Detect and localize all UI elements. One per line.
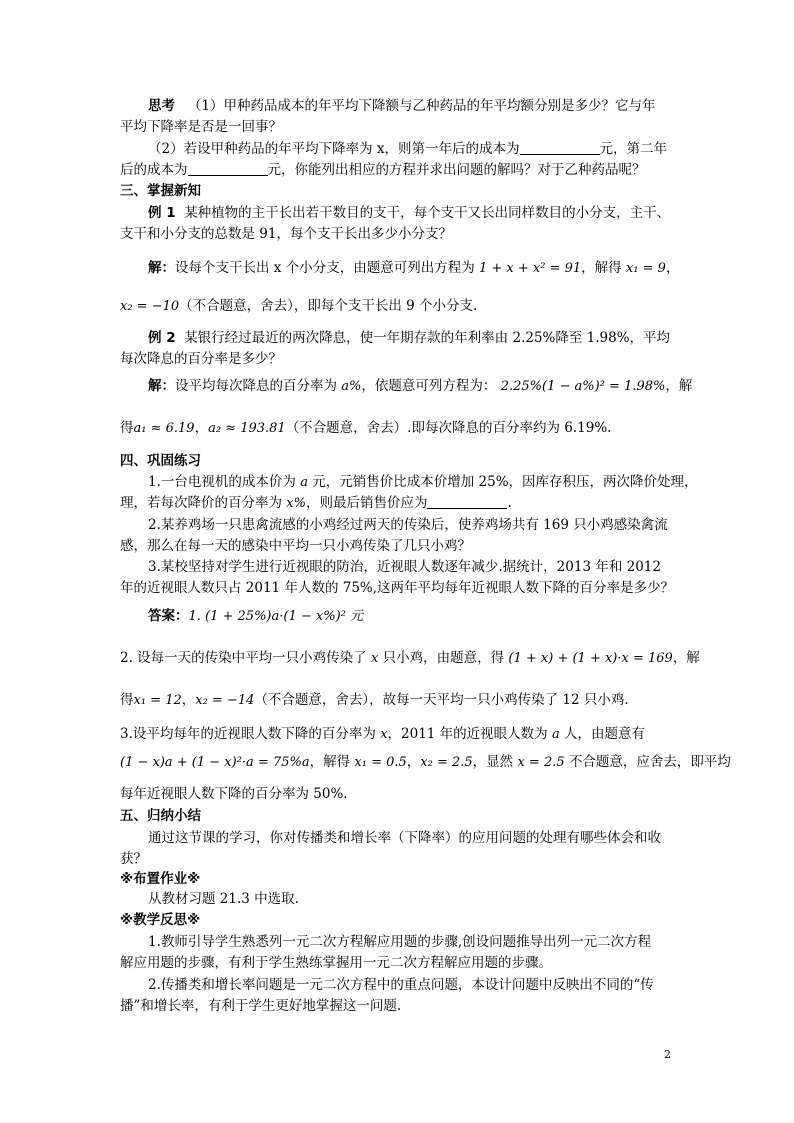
example-1-text: 某种植物的主干长出若干数目的支干，每个支干又长出同样数目的小分支，主干、 (184, 205, 671, 221)
answer-2-cont: 得x₁ = 12，x₂ = −14（不合题意，舍去），故每一天平均一只小鸡传染了 12 只小鸡. (120, 692, 629, 708)
answer-text: 2. 设每一天的传染中平均一只小鸡传染了 (120, 650, 367, 666)
solution-label: 解： (148, 260, 175, 276)
equation: (1 + x) + (1 + x)·x = 169 (508, 651, 673, 666)
exercise-3-line-1: 3.某校坚持对学生进行近视眼的防治，近视眼人数逐年减少.据统计，2013 年和 2012 (148, 559, 661, 575)
reflection-2-line-2: 播”和增长率，有利于学生更好地掌握这一问题. (120, 998, 402, 1014)
answer-text: ，显然 (472, 754, 514, 770)
root-2: x₂ = −10 (120, 299, 180, 314)
rejected-root: x = 2.5 (517, 755, 565, 770)
example-2-label: 例 2 (148, 330, 176, 346)
answer-1-text: 1. (1 + 25%)a·(1 − x%)² 元 (188, 609, 363, 624)
example-2-text: 某银行经过最近的两次降息，使一年期存款的年利率由 2.25%降至 1.98%，平均 (184, 330, 671, 346)
example-1-line-2: 支干和小分支的总数是 91，每个支干长出多少小分支？ (120, 226, 452, 242)
example-2-solution-cont: 得a₁ ≈ 6.19，a₂ ≈ 193.81（不合题意，舍去）.即每次降息的百分率约为 6.19%. (120, 420, 612, 436)
exercise-3-line-2: 年的近视眼人数只占 2011 年人数的 75%,这两年平均每年近视眼人数下降的百分率是多少？ (120, 580, 675, 596)
solution-text: 设每个支干长出 x 个小分支，由题意可列出方程为 (175, 260, 475, 276)
root-1: x₁ = 9 (625, 261, 666, 276)
solution-text: 得 (120, 420, 134, 436)
think-q2b-tail: 元，你能列出相应的方程并求出问题的解吗？对于乙种药品呢？ (267, 162, 646, 178)
variable: a% (341, 379, 362, 394)
equation: 1 + x + x² = 91 (479, 261, 582, 276)
exercise-text: 元，元销售价比成本价增加 25%，因库存积压，两次降价处理， (312, 474, 698, 490)
reflection-title: ※教学反思※ (120, 912, 201, 928)
answer-text: ，2011 年的近视眼人数为 (387, 726, 548, 742)
example-1-line-1 (148, 203, 708, 223)
solution-text: ，依题意可列方程为： (361, 378, 497, 394)
answer-blank (427, 494, 507, 509)
think-q1-text: （1）甲种药品成本的年平均下降额与乙种药品的年平均额分别是多少？它与年 (187, 98, 656, 114)
summary-line-2: 获？ (120, 851, 147, 867)
equation: (1 − x)a + (1 − x)²·a = 75%a (120, 755, 310, 770)
solution-text: ，解得 (581, 260, 622, 276)
solution-text: （不合题意，舍去），即每个支干长出 9 个小分支. (179, 298, 478, 314)
answer-text: （不合题意，舍去），故每一天平均一只小鸡传染了 12 只小鸡. (254, 692, 629, 708)
equation: 2.25%(1 − a%)² = 1.98% (500, 379, 666, 394)
answer-text: ，解得 (309, 754, 351, 770)
reflection-1-line-2: 解应用题的步骤，有利于学生熟练掌握用一元二次方程解应用题的步骤。 (120, 955, 552, 971)
solution-text: ，解 (665, 378, 693, 394)
answer-text: 人，由题意有 (564, 726, 646, 742)
solution-text: （不合题意，舍去）.即每次降息的百分率约为 6.19%. (285, 420, 612, 436)
root-1: x₁ = 0.5 (354, 755, 407, 770)
think-label: 思考 (148, 98, 175, 114)
variable: x (380, 727, 388, 742)
answer-2 (120, 648, 700, 669)
answer-text: 只小鸡，由题意，得 (382, 650, 505, 666)
variable: a (300, 475, 308, 490)
summary-line-1: 通过这节课的学习，你对传播类和增长率（下降率）的应用问题的处理有哪些体会和收 (148, 830, 661, 846)
exercise-text: . (507, 495, 512, 511)
example-1-label: 例 1 (148, 205, 176, 221)
page-number: 2 (664, 1048, 671, 1061)
exercise-2-line-1: 2.某养鸡场一只患禽流感的小鸡经过两天的传染后，使养鸡场共有 169 只小鸡感染禽流 (148, 517, 668, 533)
variable: x% (286, 496, 306, 511)
root-2: a₂ ≈ 193.81 (208, 421, 286, 436)
answer-1 (148, 606, 708, 627)
exercise-text: ，则最后销售价应为 (305, 495, 428, 511)
answer-3-final: 每年近视眼人数下降的百分率为 50%. (120, 786, 348, 802)
root-1: x₁ = 12 (133, 693, 182, 708)
reflection-1-line-1: 1.教师引导学生熟悉列一元二次方程解应用题的步骤,创设问题推导出列一元二次方程 (148, 934, 652, 950)
exercise-text: 1.一台电视机的成本价为 (148, 474, 296, 490)
answer-text: 得 (120, 692, 134, 708)
answer-blank (520, 140, 600, 155)
example-1-solution: 解：设每个支干长出 x 个小分支，由题意可列出方程为 1 + x + x² = 91，解得 x₁ = 9， (148, 260, 680, 276)
section-title-3: 三、掌握新知 (120, 183, 201, 199)
example-2-line-2: 每次降息的百分率是多少？ (120, 351, 282, 367)
homework-title: ※布置作业※ (120, 871, 201, 887)
exercise-text: 理，若每次降价的百分率为 (120, 495, 282, 511)
solution-text: 设平均每次降息的百分率为 (175, 378, 337, 394)
root-2: x₂ = 2.5 (420, 755, 473, 770)
example-1-solution-cont (120, 296, 680, 317)
think-q2b-text: 后的成本为 (120, 162, 188, 178)
think-q2-tail: 元，第二年 (599, 141, 667, 157)
answers-label: 答案： (148, 608, 189, 624)
think-q1-cont: 平均下降率是否是一回事？ (120, 119, 282, 135)
variable: x (370, 651, 379, 666)
answer-blank (188, 161, 268, 176)
root-1: a₁ ≈ 6.19 (133, 421, 195, 436)
reflection-2-line-1: 2.传播类和增长率问题是一元二次方程中的重点问题，本设计问题中反映出不同的“传 (148, 977, 654, 993)
example-2-solution (148, 376, 708, 397)
variable: a (551, 727, 560, 742)
exercise-1-line-2 (120, 493, 680, 514)
think-q2-cont (120, 160, 680, 180)
section-title-4: 四、巩固练习 (120, 453, 201, 469)
answer-3 (120, 724, 680, 745)
exercise-2-line-2: 感，那么在每一天的感染中平均一只小鸡传染了几只小鸡？ (120, 538, 471, 554)
answer-text: 3.设平均每年的近视眼人数下降的百分率为 (120, 726, 376, 742)
solution-label: 解： (148, 378, 175, 394)
think-q2-text: （2）若设甲种药品的年平均下降率为 x，则第一年后的成本为 (148, 141, 520, 157)
exercise-1-line-1 (148, 472, 708, 493)
section-title-5: 五、归纳小结 (120, 808, 201, 824)
homework-text: 从教材习题 21.3 中选取. (148, 891, 299, 907)
root-2: x₂ = −14 (195, 693, 255, 708)
think-q2 (148, 139, 708, 159)
answer-text: ，解 (672, 650, 700, 666)
example-2-line-1 (148, 328, 708, 348)
answer-text: 不合题意，应舍去，即平均 (568, 754, 731, 770)
answer-3-cont: (1 − x)a + (1 − x)²·a = 75%a，解得 x₁ = 0.5，x₂ = 2.5，显然 x = 2.5 不合题意，应舍去，即平均 (120, 754, 731, 770)
think-q1 (148, 96, 708, 116)
